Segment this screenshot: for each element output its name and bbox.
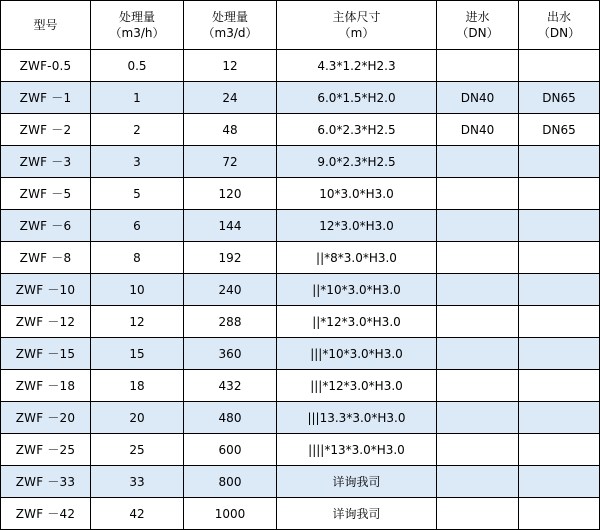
cell-model: ZWF －33 xyxy=(1,466,91,498)
table-row xyxy=(1,210,600,242)
cell-model: ZWF －20 xyxy=(1,402,91,434)
cell-flow-hourly: 20 xyxy=(91,402,184,434)
table-row xyxy=(1,50,600,82)
table-row xyxy=(1,370,600,402)
cell-flow-hourly: 3 xyxy=(91,146,184,178)
cell-flow-daily: 480 xyxy=(184,402,277,434)
cell-dimensions: ||*8*3.0*H3.0 xyxy=(277,242,437,274)
table-row xyxy=(1,274,600,306)
cell-outlet xyxy=(519,434,600,466)
column-header-flow-daily-line-1: 处理量 xyxy=(211,9,248,24)
cell-flow-hourly: 8 xyxy=(91,242,184,274)
cell-outlet xyxy=(519,466,600,498)
column-header-dimensions xyxy=(277,1,437,50)
column-header-outlet-line-1: 出水 xyxy=(546,9,571,24)
cell-flow-hourly: 15 xyxy=(91,338,184,370)
cell-dimensions: |||13.3*3.0*H3.0 xyxy=(277,402,437,434)
cell-flow-daily: 600 xyxy=(184,434,277,466)
cell-flow-hourly: 10 xyxy=(91,274,184,306)
table-row xyxy=(1,434,600,466)
cell-outlet xyxy=(519,498,600,530)
cell-dimensions: 9.0*2.3*H2.5 xyxy=(277,146,437,178)
cell-inlet xyxy=(437,178,519,210)
cell-outlet xyxy=(519,370,600,402)
cell-outlet xyxy=(519,178,600,210)
cell-outlet xyxy=(519,338,600,370)
table-row xyxy=(1,242,600,274)
cell-flow-daily: 144 xyxy=(184,210,277,242)
column-header-outlet xyxy=(519,1,600,50)
cell-inlet xyxy=(437,274,519,306)
table-row xyxy=(1,114,600,146)
cell-dimensions: |||*10*3.0*H3.0 xyxy=(277,338,437,370)
cell-dimensions: 6.0*1.5*H2.0 xyxy=(277,82,437,114)
column-header-model-line-1: 型号 xyxy=(33,17,58,32)
cell-flow-daily: 432 xyxy=(184,370,277,402)
cell-flow-daily: 192 xyxy=(184,242,277,274)
cell-outlet: DN65 xyxy=(519,82,600,114)
cell-flow-daily: 360 xyxy=(184,338,277,370)
cell-outlet xyxy=(519,306,600,338)
cell-model: ZWF －18 xyxy=(1,370,91,402)
cell-dimensions: 详询我司 xyxy=(277,498,437,530)
cell-inlet xyxy=(437,338,519,370)
cell-inlet xyxy=(437,402,519,434)
table-header xyxy=(1,1,600,50)
table-row xyxy=(1,498,600,530)
column-header-flow-daily xyxy=(184,1,277,50)
cell-flow-daily: 240 xyxy=(184,274,277,306)
cell-flow-hourly: 12 xyxy=(91,306,184,338)
cell-inlet xyxy=(437,498,519,530)
cell-flow-hourly: 25 xyxy=(91,434,184,466)
cell-inlet xyxy=(437,50,519,82)
cell-inlet xyxy=(437,466,519,498)
cell-inlet xyxy=(437,210,519,242)
column-header-inlet-line-2: （DN） xyxy=(456,26,499,40)
cell-model: ZWF －6 xyxy=(1,210,91,242)
cell-inlet xyxy=(437,370,519,402)
cell-flow-daily: 12 xyxy=(184,50,277,82)
cell-outlet xyxy=(519,50,600,82)
cell-model: ZWF －2 xyxy=(1,114,91,146)
cell-flow-hourly: 5 xyxy=(91,178,184,210)
cell-flow-daily: 120 xyxy=(184,178,277,210)
cell-dimensions: 详询我司 xyxy=(277,466,437,498)
cell-outlet xyxy=(519,402,600,434)
cell-flow-daily: 72 xyxy=(184,146,277,178)
column-header-dimensions-line-1: 主体尺寸 xyxy=(332,9,381,24)
cell-dimensions: 12*3.0*H3.0 xyxy=(277,210,437,242)
cell-outlet xyxy=(519,242,600,274)
cell-flow-hourly: 2 xyxy=(91,114,184,146)
cell-model: ZWF －3 xyxy=(1,146,91,178)
cell-flow-hourly: 18 xyxy=(91,370,184,402)
cell-model: ZWF-0.5 xyxy=(1,50,91,82)
cell-model: ZWF －15 xyxy=(1,338,91,370)
column-header-flow-hourly xyxy=(91,1,184,50)
cell-model: ZWF －5 xyxy=(1,178,91,210)
table-row xyxy=(1,466,600,498)
cell-inlet xyxy=(437,146,519,178)
table-row xyxy=(1,82,600,114)
cell-dimensions: ||*10*3.0*H3.0 xyxy=(277,274,437,306)
cell-flow-daily: 1000 xyxy=(184,498,277,530)
table-row xyxy=(1,146,600,178)
column-header-flow-hourly-line-1: 处理量 xyxy=(118,9,155,24)
column-header-inlet-line-1: 进水 xyxy=(465,9,490,24)
cell-flow-hourly: 42 xyxy=(91,498,184,530)
cell-inlet xyxy=(437,306,519,338)
cell-dimensions: 10*3.0*H3.0 xyxy=(277,178,437,210)
cell-inlet xyxy=(437,242,519,274)
cell-dimensions: 6.0*2.3*H2.5 xyxy=(277,114,437,146)
table-row xyxy=(1,338,600,370)
cell-model: ZWF －1 xyxy=(1,82,91,114)
cell-inlet: DN40 xyxy=(437,82,519,114)
cell-dimensions: 4.3*1.2*H2.3 xyxy=(277,50,437,82)
cell-model: ZWF －8 xyxy=(1,242,91,274)
cell-flow-hourly: 0.5 xyxy=(91,50,184,82)
column-header-dimensions-line-2: （m） xyxy=(338,26,375,40)
column-header-outlet-line-2: （DN） xyxy=(537,26,581,40)
cell-model: ZWF －25 xyxy=(1,434,91,466)
table-body xyxy=(1,50,600,530)
cell-flow-hourly: 1 xyxy=(91,82,184,114)
cell-flow-daily: 48 xyxy=(184,114,277,146)
column-header-flow-hourly-line-2: （m3/h） xyxy=(109,26,165,40)
cell-dimensions: ||||*13*3.0*H3.0 xyxy=(277,434,437,466)
column-header-flow-daily-line-2: （m3/d） xyxy=(202,26,258,40)
table-row xyxy=(1,178,600,210)
cell-flow-daily: 288 xyxy=(184,306,277,338)
cell-flow-hourly: 33 xyxy=(91,466,184,498)
cell-outlet xyxy=(519,146,600,178)
column-header-model xyxy=(1,1,91,50)
column-header-inlet xyxy=(437,1,519,50)
cell-outlet xyxy=(519,274,600,306)
cell-flow-hourly: 6 xyxy=(91,210,184,242)
table-row xyxy=(1,402,600,434)
cell-model: ZWF －42 xyxy=(1,498,91,530)
header-row xyxy=(1,1,600,50)
cell-model: ZWF －12 xyxy=(1,306,91,338)
cell-outlet xyxy=(519,210,600,242)
cell-model: ZWF －10 xyxy=(1,274,91,306)
cell-flow-daily: 24 xyxy=(184,82,277,114)
table-row xyxy=(1,306,600,338)
cell-flow-daily: 800 xyxy=(184,466,277,498)
cell-outlet: DN65 xyxy=(519,114,600,146)
cell-dimensions: |||*12*3.0*H3.0 xyxy=(277,370,437,402)
cell-dimensions: ||*12*3.0*H3.0 xyxy=(277,306,437,338)
cell-inlet: DN40 xyxy=(437,114,519,146)
cell-inlet xyxy=(437,434,519,466)
